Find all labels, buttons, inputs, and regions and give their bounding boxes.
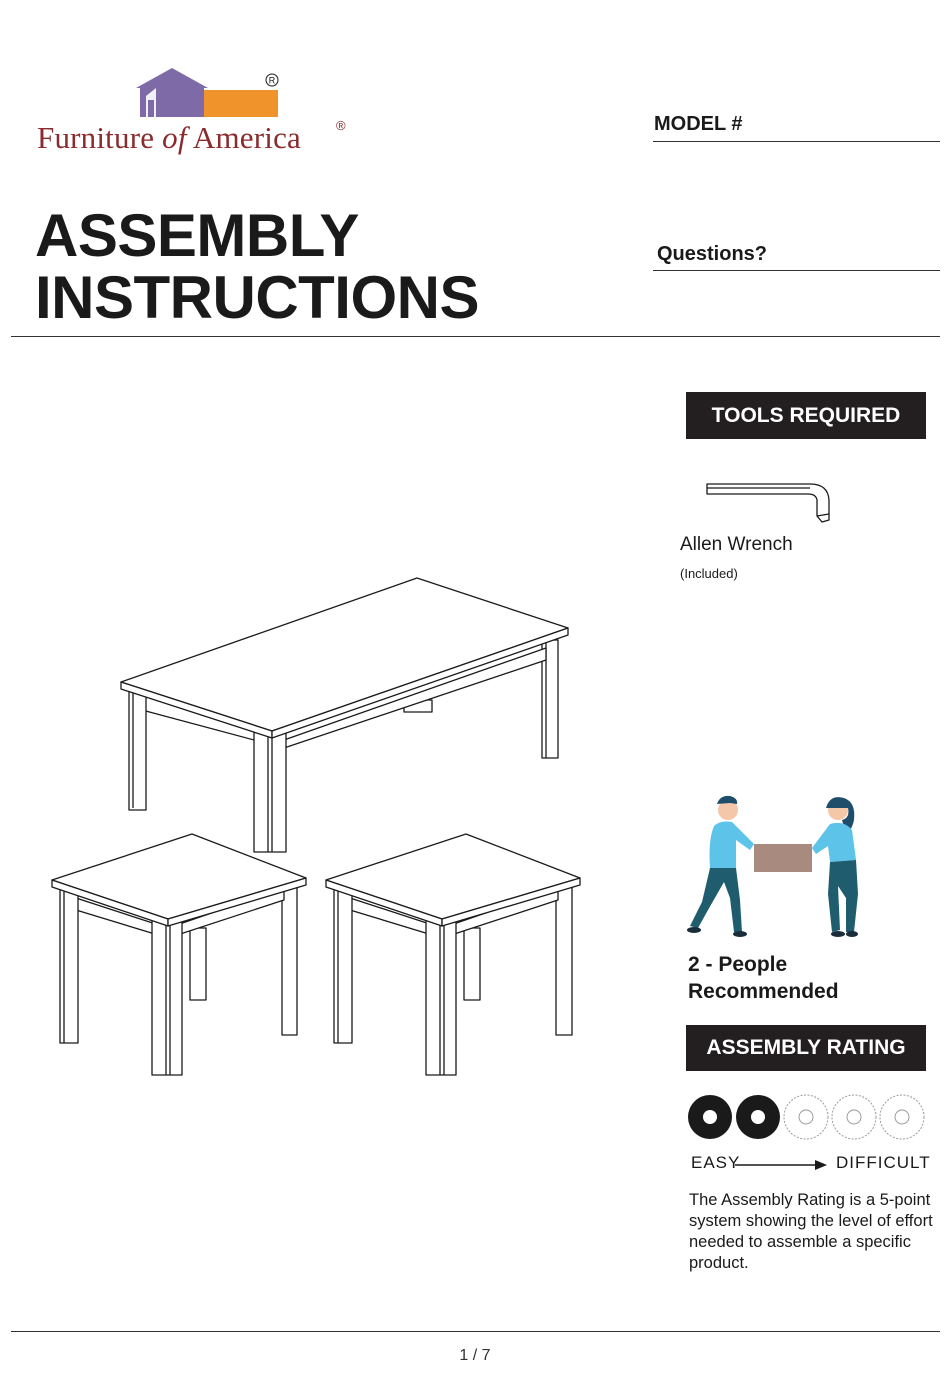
header-divider [11,336,940,337]
page-title-line1: ASSEMBLY [35,202,359,269]
difficulty-arrow-icon [735,1158,830,1172]
rating-dot-filled [736,1095,780,1139]
people-recommended-label: Recommended [688,980,839,1003]
brand-word-america: America [192,120,302,155]
questions-label: Questions? [657,243,768,265]
brand-name [37,120,301,156]
tool-name: Allen Wrench [680,534,793,555]
easy-label: EASY [691,1153,741,1172]
page-number: 1 / 7 [459,1347,491,1364]
end-table-left-drawing [52,834,306,1075]
footer-divider [11,1331,940,1332]
model-number-label: MODEL # [654,113,743,135]
people-recommendation [688,951,839,1005]
people-count: 2 - People [688,953,788,976]
registered-mark: ® [336,118,346,133]
difficult-label: DIFFICULT [836,1153,931,1172]
assembly-rating-heading: ASSEMBLY RATING [686,1025,926,1071]
rating-dot-empty [880,1095,924,1139]
rating-dots [686,1093,926,1141]
page-title-line2: INSTRUCTIONS [35,264,479,331]
rating-description: The Assembly Rating is a 5-point system showing the level of effort needed to assemble a specific product. [689,1191,933,1272]
rating-dot-empty [784,1095,828,1139]
brand-word-of: of [162,120,187,155]
model-number-line [653,141,940,142]
brand-logo-icon [134,66,284,122]
rating-dot-empty [832,1095,876,1139]
table-set-illustration [40,570,600,1090]
brand-word-furniture: Furniture [37,120,155,155]
tools-required-heading: TOOLS REQUIRED [686,392,926,439]
end-table-right-drawing [326,834,580,1075]
rating-dot-filled [688,1095,732,1139]
questions-line [653,270,940,271]
allen-wrench-icon [700,476,840,526]
tool-note: (Included) [680,566,738,581]
svg-text:R: R [268,75,276,86]
two-people-carrying-icon [680,790,880,940]
coffee-table-drawing [121,578,568,852]
